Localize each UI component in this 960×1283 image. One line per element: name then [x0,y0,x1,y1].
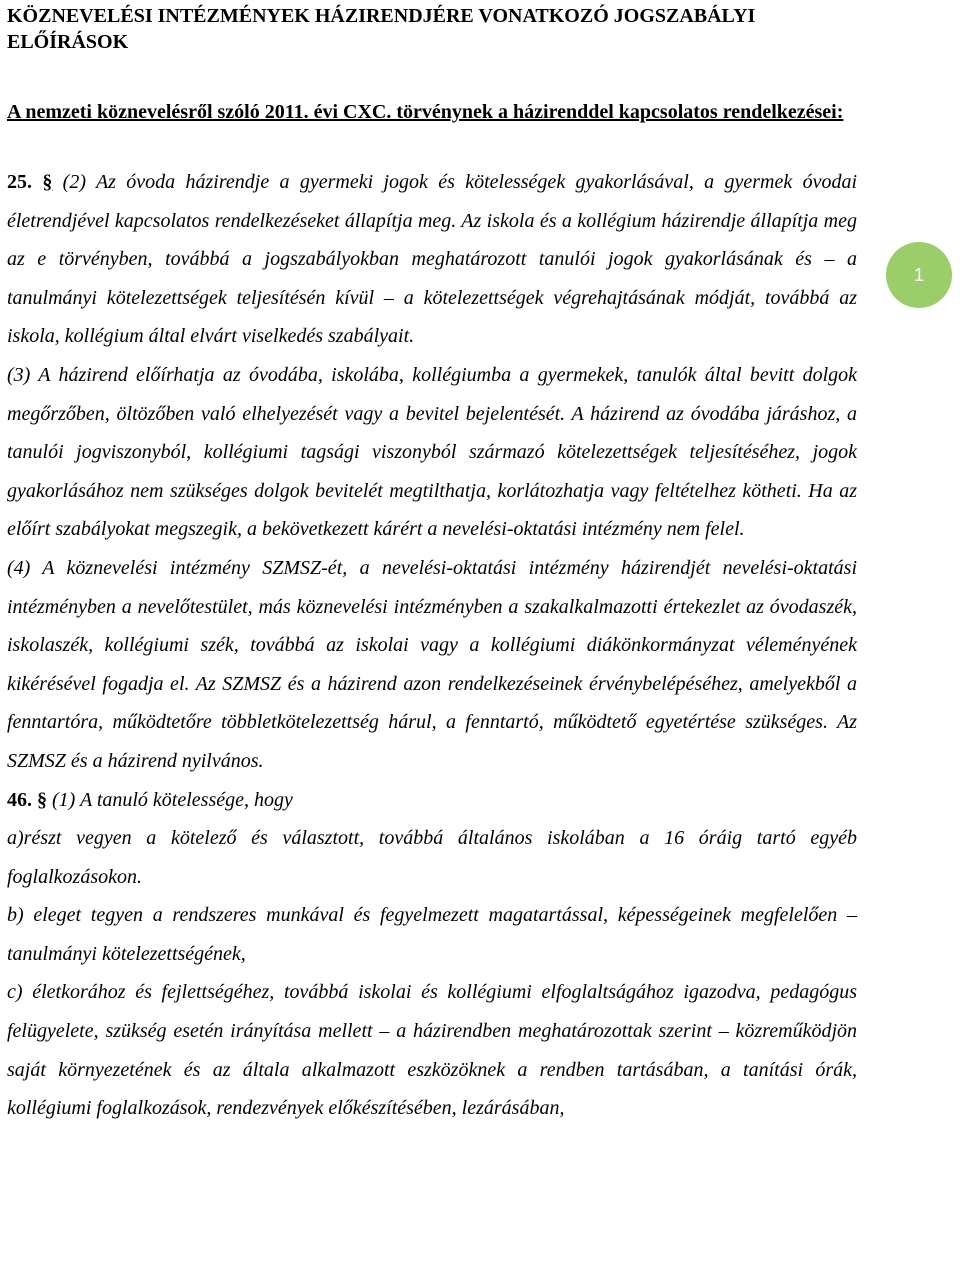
section-46-intro-text: (1) A tanuló kötelessége, hogy [47,788,293,811]
section-25-paragraph-4: (4) A köznevelési intézmény SZMSZ-ét, a nevelési-oktatási intézmény házirendjét nevelési-oktatási intézményben a nevelőtestület, más köznevelési intézményben a szakalkalmazotti értekezlet az óvodaszék, iskolaszék, kollégiumi szék, továbbá az iskolai vagy a kollégiumi diákönkormányzat véleményének kikérésével fogadja el. Az SZMSZ és a házirend azon rendelkezéseinek érvénybelépéséhez, amelyekből a fenntartóra, működtetőre többletkötelezettség hárul, a fenntartó, működtető egyetértése szükséges. Az SZMSZ és a házirend nyilvános. [7,556,857,772]
section-46 [7,781,857,1128]
document-page [7,0,857,1128]
section-25-number: 25. [7,171,32,193]
section-25-paragraph-3: (3) A házirend előírhatja az óvodába, iskolába, kollégiumba a gyermekek, tanulók által bevitt dolgok megőrzőben, öltözőben való elhelyezését vagy a bevitel bejelentését. A házirend az óvodába járáshoz, a tanulói jogviszonyból, kollégiumi tagsági viszonyból származó kötelezettségek teljesítéséhez, jogok gyakorlásához nem szükséges dolgok bevitelét megtilthatja, korlátozhatja vagy feltételhez kötheti. Ha az előírt szabályokat megszegik, a bekövetkezett kárért a nevelési-oktatási intézmény nem felel. [7,363,857,541]
section-sign: § [42,171,53,193]
section-sign: § [37,788,47,811]
section-25 [7,163,857,781]
duty-item-a: a)részt vegyen a kötelező és választott, továbbá általános iskolában a 16 óráig tartó egyéb foglalkozásokon. [7,827,857,888]
duty-item-c: c) életkorához és fejlettségéhez, továbbá iskolai és kollégiumi elfoglaltságához igazodva, pedagógus felügyelete, szükség esetén irányítása mellett – a házirendben meghatározottak szerint – közreműködjön saját környezetének és az általa alkalmazott eszközöknek a rendben tartásában, a tanítási órák, kollégiumi foglalkozások, rendezvények előkészítésében, lezárásában, [7,981,857,1120]
spacer [7,131,857,163]
law-subtitle: A nemzeti köznevelésről szóló 2011. évi CXC. törvénynek a házirenddel kapcsolatos rendelkezései: [7,101,844,123]
paragraph-2-text: (2) Az óvoda házirendje a gyermeki jogok és kötelességek gyakorlásával, a gyermek óvodai életrendjével kapcsolatos rendelkezéseket állapítja meg. Az iskola és a kollégium házirendje állapítja meg az e törvényben, továbbá a jogszabályokban meghatározott tanulói jogok gyakorlásának és – a tanulmányi kötelezettségek teljesítésén kívül – a kötelezettségek végrehajtásának módját, továbbá az iskola, kollégium által elvárt viselkedés szabályait. [7,171,857,348]
page-number-badge: 1 [886,242,952,308]
duty-item-b: b) eleget tegyen a rendszeres munkával és fegyelmezett magatartással, képességeinek megfelelően –tanulmányi kötelezettségének, [7,904,857,965]
section-46-number: 46. [7,788,32,811]
document-title: KÖZNEVELÉSI INTÉZMÉNYEK HÁZIRENDJÉRE VONATKOZÓ JOGSZABÁLYI ELŐÍRÁSOK [7,5,756,53]
section-46-intro [7,781,857,820]
section-25-paragraph-2 [7,163,857,356]
